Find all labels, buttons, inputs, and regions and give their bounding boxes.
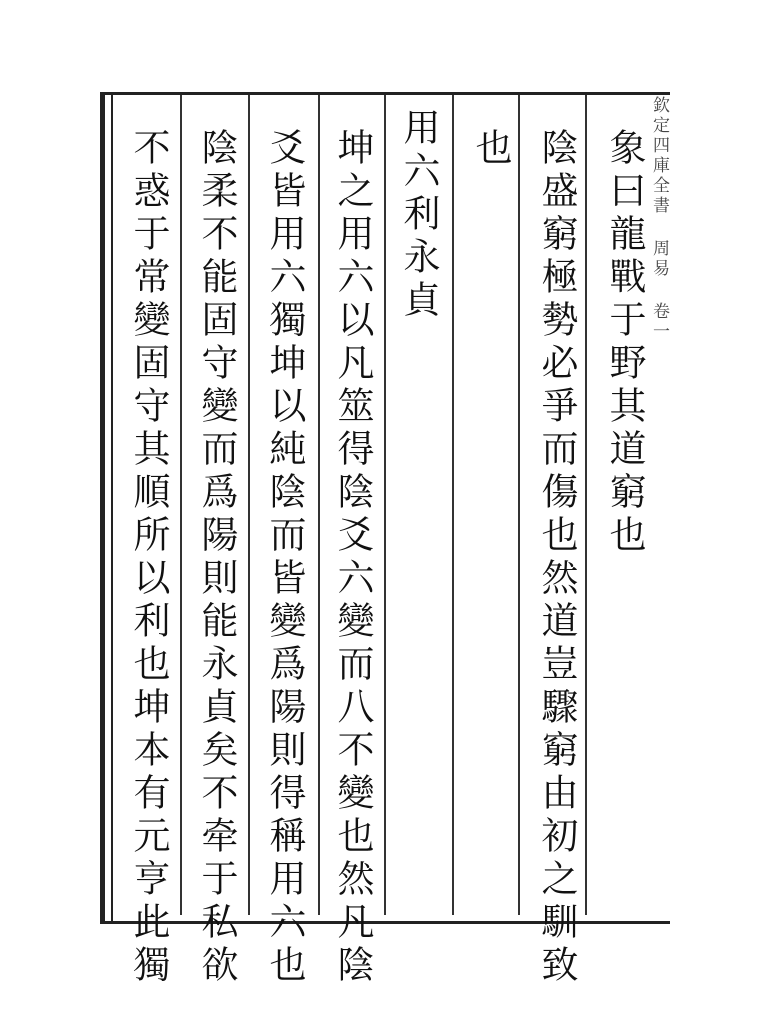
column-rule xyxy=(384,95,386,915)
text-column-3: 也 xyxy=(469,128,512,171)
page-border-inner-line xyxy=(111,92,113,924)
column-rule xyxy=(318,95,320,915)
column-rule xyxy=(518,95,520,915)
column-rule xyxy=(452,95,454,915)
margin-title: 欽定四庫全書 周易 卷一 xyxy=(649,96,669,342)
text-column-7: 陰柔不能固守變而爲陽則能永貞矣不牵于私欲 xyxy=(195,128,238,988)
column-rule xyxy=(248,95,250,915)
text-column-5: 坤之用六以凡筮得陰爻六變而八不變也然凡陰 xyxy=(331,128,374,988)
text-column-1: 象曰龍戰于野其道窮也 xyxy=(603,128,646,558)
text-column-4: 用六利永貞 xyxy=(397,108,440,323)
text-column-2: 陰盛窮極勢必爭而傷也然道豈驟窮由初之馴致 xyxy=(535,128,578,988)
text-column-8: 不惑于常變固守其順所以利也坤本有元亨此獨 xyxy=(127,128,170,988)
column-rule xyxy=(180,95,182,915)
text-column-6: 爻皆用六獨坤以純陰而皆變爲陽則得稱用六也 xyxy=(263,128,306,988)
column-rule xyxy=(585,95,587,915)
